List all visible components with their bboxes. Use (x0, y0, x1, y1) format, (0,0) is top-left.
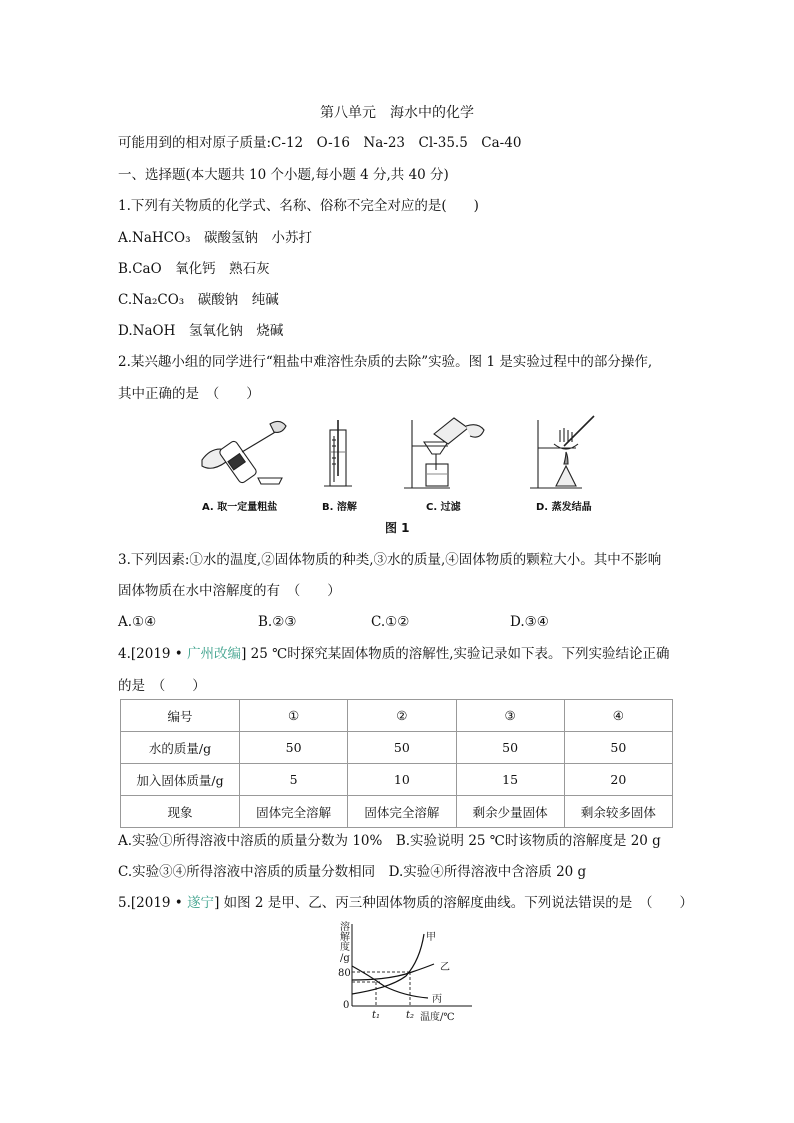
table-cell: 50 (348, 732, 456, 764)
table-cell: 50 (240, 732, 348, 764)
table-cell: ① (240, 700, 348, 732)
q1-option-b: B.CaO 氧化钙 熟石灰 (118, 261, 270, 277)
q3-stem-line2: 固体物质在水中溶解度的有 （ ） (118, 583, 341, 599)
figure-1 (198, 412, 608, 537)
y-label-char: 度 (340, 942, 350, 953)
q4-prefix: 4.[2019 • (118, 646, 188, 662)
table-row (121, 796, 673, 828)
operation-b-drawing (324, 420, 352, 486)
q5-source: 遂宁 (187, 895, 215, 911)
y-tick-80: 80 (338, 968, 351, 979)
q5-stem-rest: ] 如图 2 是甲、乙、丙三种固体物质的溶解度曲线。下列说法错误的是 （ ） (214, 895, 694, 911)
curve-jia (352, 934, 424, 994)
table-cell: 5 (240, 764, 348, 796)
q4-options-line1: A.实验①所得溶液中溶质的质量分数为 10% B.实验说明 25 ℃时该物质的溶解度是 20 g (118, 833, 661, 849)
q3-stem-line1: 3.下列因素:①水的温度,②固体物质的种类,③水的质量,④固体物质的颗粒大小。其中不影响 (118, 552, 662, 568)
unit-title: 第八单元 海水中的化学 (320, 105, 474, 121)
table-cell: ② (348, 700, 456, 732)
y-label-char: 溶 (340, 922, 350, 933)
curve-label-jia: 甲 (426, 932, 436, 943)
q4-stem-line2: 的是 （ ） (118, 678, 206, 694)
x-tick-t2: t₂ (406, 1010, 415, 1021)
operation-a-drawing (202, 421, 286, 484)
q1-stem: 1.下列有关物质的化学式、名称、俗称不完全对应的是( ) (118, 198, 479, 214)
table-row (121, 764, 673, 796)
figure-1-label: 图 1 (385, 521, 410, 535)
experiment-table (120, 699, 673, 828)
q5-prefix: 5.[2019 • (118, 895, 188, 911)
q3-option-b: B.②③ (258, 614, 297, 630)
table-cell: 15 (456, 764, 564, 796)
table-cell: 现象 (121, 796, 240, 828)
caption-a: A. 取一定量粗盐 (202, 502, 278, 513)
q1-option-d: D.NaOH 氢氧化钠 烧碱 (118, 323, 284, 339)
operation-d-drawing (530, 416, 594, 488)
q4-options-line2: C.实验③④所得溶液中溶质的质量分数相同 D.实验④所得溶液中含溶质 20 g (118, 864, 587, 880)
lab-operations-illustration (198, 412, 608, 498)
q4-stem-line1 (118, 644, 669, 664)
curve-label-bing: 丙 (432, 994, 442, 1005)
table-cell: 50 (456, 732, 564, 764)
atomic-masses-line: 可能用到的相对原子质量:C-12 O-16 Na-23 Cl-35.5 Ca-40 (118, 135, 522, 151)
table-row (121, 732, 673, 764)
table-cell: 剩余少量固体 (456, 796, 564, 828)
table-cell: 固体完全溶解 (240, 796, 348, 828)
q3-option-a: A.①④ (118, 614, 157, 630)
caption-d: D. 蒸发结晶 (536, 502, 592, 513)
table-cell: ③ (456, 700, 564, 732)
table-row (121, 700, 673, 732)
operation-c-drawing (404, 418, 484, 488)
curve-label-yi: 乙 (440, 962, 450, 973)
q4-source: 广州改编 (187, 646, 242, 662)
table-cell: 10 (348, 764, 456, 796)
table-cell: 50 (564, 732, 672, 764)
caption-b: B. 溶解 (322, 502, 357, 513)
q4-stem-rest: ] 25 ℃时探究某固体物质的溶解性,实验记录如下表。下列实验结论正确 (241, 646, 670, 662)
table-cell: ④ (564, 700, 672, 732)
caption-c: C. 过滤 (426, 502, 461, 513)
q3-options (118, 612, 549, 632)
figure-2-solubility-graph (320, 920, 480, 1026)
table-cell: 加入固体质量/g (121, 764, 240, 796)
q2-stem-line2: 其中正确的是 （ ） (118, 386, 260, 402)
q1-option-a: A.NaHCO₃ 碳酸氢钠 小苏打 (118, 230, 312, 246)
table-cell: 剩余较多固体 (564, 796, 672, 828)
table-cell: 水的质量/g (121, 732, 240, 764)
table-cell: 编号 (121, 700, 240, 732)
q5-stem (118, 893, 693, 913)
y-label-char: 解 (340, 932, 350, 943)
q3-option-d: D.③④ (510, 614, 549, 630)
x-axis-label: 温度/℃ (420, 1012, 455, 1023)
origin-label: 0 (343, 1000, 350, 1011)
q1-option-c: C.Na₂CO₃ 碳酸钠 纯碱 (118, 292, 279, 308)
y-label-char: /g (340, 953, 350, 964)
table-cell: 20 (564, 764, 672, 796)
section-heading: 一、选择题(本大题共 10 个小题,每小题 4 分,共 40 分) (118, 167, 449, 183)
q3-option-c: C.①② (371, 614, 410, 630)
x-tick-t1: t₁ (372, 1010, 381, 1021)
q2-stem-line1: 2.某兴趣小组的同学进行“粗盐中难溶性杂质的去除”实验。图 1 是实验过程中的部分操作, (118, 354, 653, 370)
table-cell: 固体完全溶解 (348, 796, 456, 828)
